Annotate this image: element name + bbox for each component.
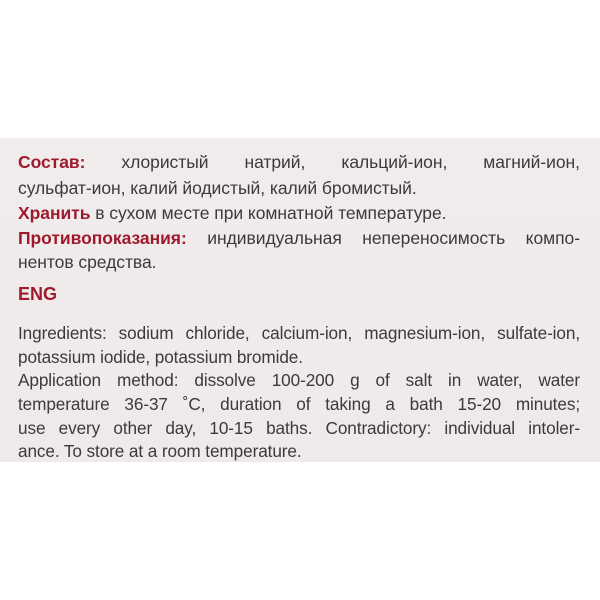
ru-composition-label: Состав: xyxy=(18,152,86,172)
eng-heading: ENG xyxy=(18,284,58,304)
ru-contraindications-label: Противопоказания: xyxy=(18,228,187,248)
eng-line-4: temperature 36-37 ˚C, duration of taking a bath 15-20 minutes; xyxy=(18,394,580,414)
ru-composition-line-2: сульфат-ион, калий йодистый, калий бромистый. xyxy=(18,178,417,198)
eng-line-6: ance. To store at a room temperature. xyxy=(18,441,302,461)
ru-contraindications-text-1: индивидуальная непереносимость компо- xyxy=(186,228,580,248)
eng-line-1: Ingredients: sodium chloride, calcium-ion, magnesium-ion, sulfate-ion, xyxy=(18,323,580,343)
eng-line-2: potassium iodide, potassium bromide. xyxy=(18,347,303,367)
ru-storage-line xyxy=(18,203,446,224)
ru-storage-label: Хранить xyxy=(18,203,91,223)
eng-line-3: Application method: dissolve 100-200 g of salt in water, water xyxy=(18,370,580,390)
ru-composition-line-1 xyxy=(18,152,580,173)
ru-storage-text: в сухом месте при комнатной температуре. xyxy=(90,203,447,223)
eng-line-5: use every other day, 10-15 baths. Contradictory: individual intoler- xyxy=(18,418,580,438)
ru-contraindications-line-1 xyxy=(18,228,580,249)
label-panel xyxy=(0,138,600,462)
ru-contraindications-line-2: нентов средства. xyxy=(18,252,157,272)
ru-composition-text-1: хлористый натрий, кальций-ион, магний-ион, xyxy=(85,152,580,172)
